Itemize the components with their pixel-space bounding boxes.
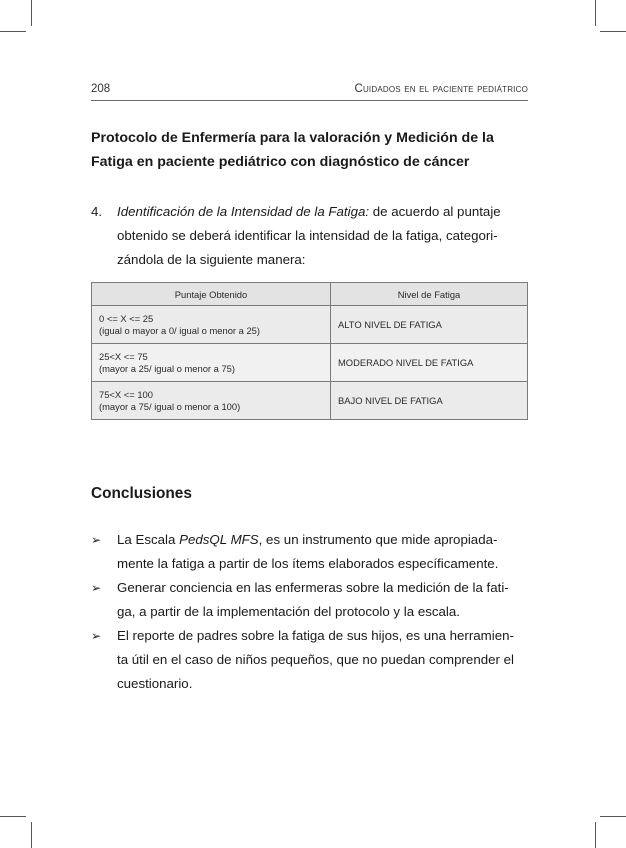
list-item	[91, 576, 528, 624]
crop-mark	[595, 0, 596, 26]
score-detail: (mayor a 25/ igual o menor a 75)	[99, 362, 236, 374]
table-row	[92, 306, 528, 344]
table-header-row	[92, 283, 528, 306]
item-text-line: obtenido se deberá identificar la intensidad de la fatiga, categori-	[117, 228, 498, 243]
page-number: 208	[91, 83, 111, 95]
table-header-score: Puntaje Obtenido	[92, 283, 331, 306]
level-cell: BAJO NIVEL DE FATIGA	[331, 382, 528, 420]
crop-mark	[31, 0, 32, 26]
arrow-bullet-icon: ➢	[91, 629, 102, 643]
crop-mark	[31, 822, 32, 848]
list-item-text: ga, a partir de la implementación del protocolo y la escala.	[117, 604, 460, 619]
crop-mark	[0, 816, 26, 817]
list-item-text: , es un instrumento que mide apropiada-	[258, 532, 498, 547]
crop-mark	[600, 31, 626, 32]
section-title	[91, 126, 528, 174]
list-item-text: ta útil en el caso de niños pequeños, que no puedan comprender el	[117, 652, 514, 667]
score-cell	[92, 344, 331, 382]
section-title-line: Protocolo de Enfermería para la valoración y Medición de la	[91, 130, 494, 146]
header-rule	[91, 100, 528, 101]
score-cell	[92, 306, 331, 344]
running-title: Cuidados en el paciente pediátrico	[354, 83, 528, 95]
level-cell: ALTO NIVEL DE FATIGA	[331, 306, 528, 344]
list-item-text: cuestionario.	[117, 676, 193, 691]
list-item	[91, 624, 528, 696]
arrow-bullet-icon: ➢	[91, 581, 102, 595]
crop-mark	[0, 31, 26, 32]
numbered-item	[91, 200, 528, 272]
section-title-line: Fatiga en paciente pediátrico con diagnóstico de cáncer	[91, 154, 470, 170]
list-item-text: Generar conciencia en las enfermeras sobre la medición de la fati-	[117, 580, 509, 595]
item-text-line: de acuerdo al puntaje	[369, 204, 501, 219]
crop-mark	[600, 816, 626, 817]
score-range: 75<X <= 100	[99, 388, 153, 400]
page-header	[91, 82, 528, 100]
conclusions-list	[91, 528, 528, 696]
conclusions-title: Conclusiones	[91, 485, 192, 502]
item-number: 4.	[91, 204, 103, 219]
level-cell: MODERADO NIVEL DE FATIGA	[331, 344, 528, 382]
table-header-level: Nivel de Fatiga	[331, 283, 528, 306]
score-range: 25<X <= 75	[99, 350, 148, 362]
score-detail: (mayor a 75/ igual o menor a 100)	[99, 400, 241, 412]
list-item	[91, 528, 528, 576]
list-item-text: La Escala	[117, 532, 180, 547]
table-row	[92, 344, 528, 382]
list-item-text: El reporte de padres sobre la fatiga de sus hijos, es una herramien-	[117, 628, 514, 643]
arrow-bullet-icon: ➢	[91, 533, 102, 547]
list-item-text: mente la fatiga a partir de los ítems elaborados específicamente.	[117, 556, 499, 571]
score-cell	[92, 382, 331, 420]
item-heading: Identificación de la Intensidad de la Fatiga:	[117, 204, 370, 219]
crop-mark	[595, 822, 596, 848]
table-row	[92, 382, 528, 420]
item-text-line: zándola de la siguiente manera:	[117, 252, 306, 267]
score-detail: (igual o mayor a 0/ igual o menor a 25)	[99, 324, 261, 336]
item-text	[117, 200, 528, 272]
fatigue-level-table	[91, 282, 528, 420]
score-range: 0 <= X <= 25	[99, 312, 154, 324]
scale-name: PedsQL MFS	[179, 532, 259, 547]
